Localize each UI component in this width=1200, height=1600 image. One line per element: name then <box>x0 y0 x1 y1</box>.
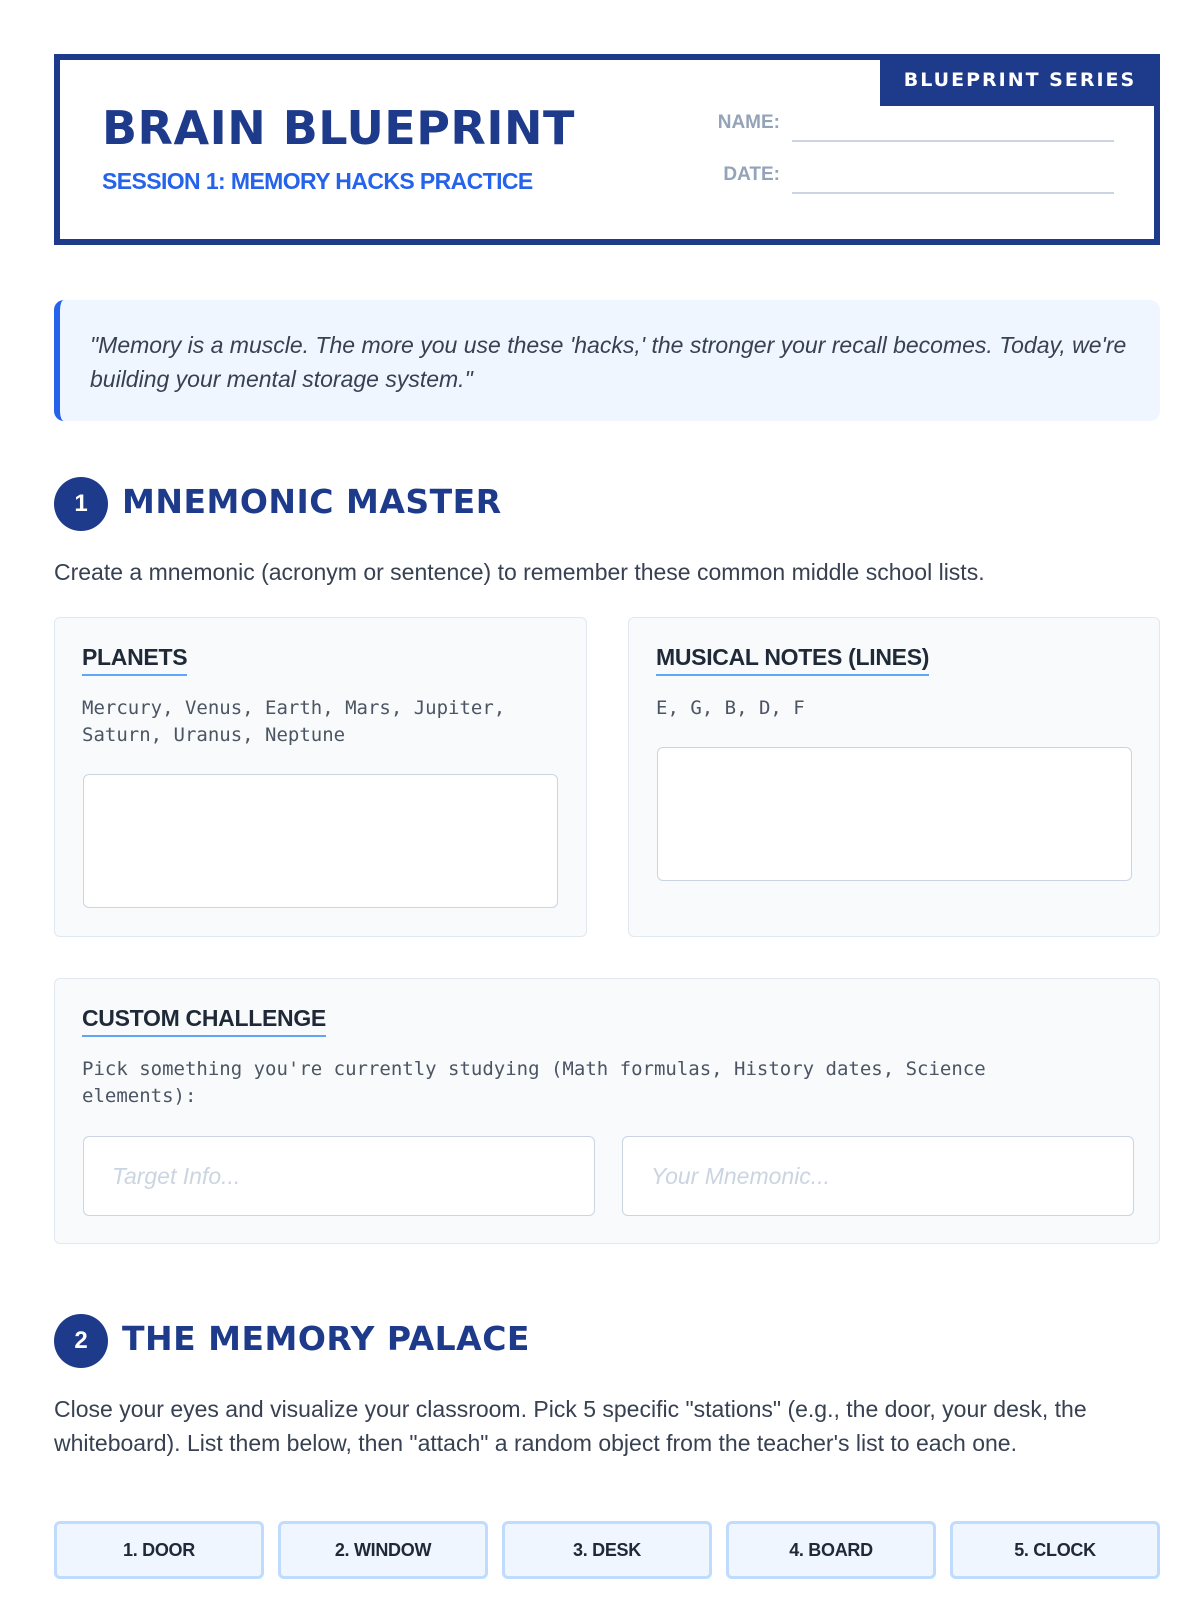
card-title: PLANETS <box>82 644 187 676</box>
section-description: Close your eyes and visualize your classroom. Pick 5 specific "stations" (e.g., the door, your desk, the whiteboard). List them below, then "attach" a random object from the teacher's list to each one. <box>54 1396 1087 1456</box>
name-label: NAME: <box>717 112 780 133</box>
worksheet-subtitle: SESSION 1: MEMORY HACKS PRACTICE <box>102 168 533 194</box>
section-number-badge: 2 <box>54 1314 108 1368</box>
station-window[interactable]: 2. WINDOW <box>278 1521 488 1579</box>
section-number-badge: 1 <box>54 477 108 531</box>
musical-notes-answer-box[interactable] <box>657 747 1132 881</box>
intro-quote: "Memory is a muscle. The more you use these 'hacks,' the stronger your recall becomes. Today, we're building your mental storage system." <box>54 300 1160 421</box>
date-label: DATE: <box>723 164 780 185</box>
section-description: Create a mnemonic (acronym or sentence) to remember these common middle school lists. <box>54 559 985 585</box>
target-info-input[interactable] <box>83 1136 595 1216</box>
planets-answer-box[interactable] <box>83 774 558 908</box>
musical-notes-card <box>628 617 1160 937</box>
custom-challenge-card <box>54 978 1160 1244</box>
your-mnemonic-input[interactable] <box>622 1136 1134 1216</box>
name-field[interactable] <box>792 140 1114 142</box>
planets-card <box>54 617 587 937</box>
worksheet-title: BRAIN BLUEPRINT <box>102 101 575 155</box>
station-clock[interactable]: 5. CLOCK <box>950 1521 1160 1579</box>
card-list: E, G, B, D, F <box>656 697 805 719</box>
section-title: THE MEMORY PALACE <box>122 1319 530 1358</box>
card-title: MUSICAL NOTES (LINES) <box>656 644 929 676</box>
card-title: CUSTOM CHALLENGE <box>82 1005 326 1037</box>
section-title: MNEMONIC MASTER <box>122 482 502 521</box>
station-desk[interactable]: 3. DESK <box>502 1521 712 1579</box>
custom-challenge-prompt: Pick something you're currently studying (Math formulas, History dates, Science elements): <box>82 1058 986 1107</box>
station-board[interactable]: 4. BOARD <box>726 1521 936 1579</box>
card-list: Mercury, Venus, Earth, Mars, Jupiter, Saturn, Uranus, Neptune <box>82 697 506 746</box>
station-door[interactable]: 1. DOOR <box>54 1521 264 1579</box>
date-field[interactable] <box>792 192 1114 194</box>
series-tag: BLUEPRINT SERIES <box>880 54 1160 106</box>
worksheet-header <box>54 54 1160 245</box>
